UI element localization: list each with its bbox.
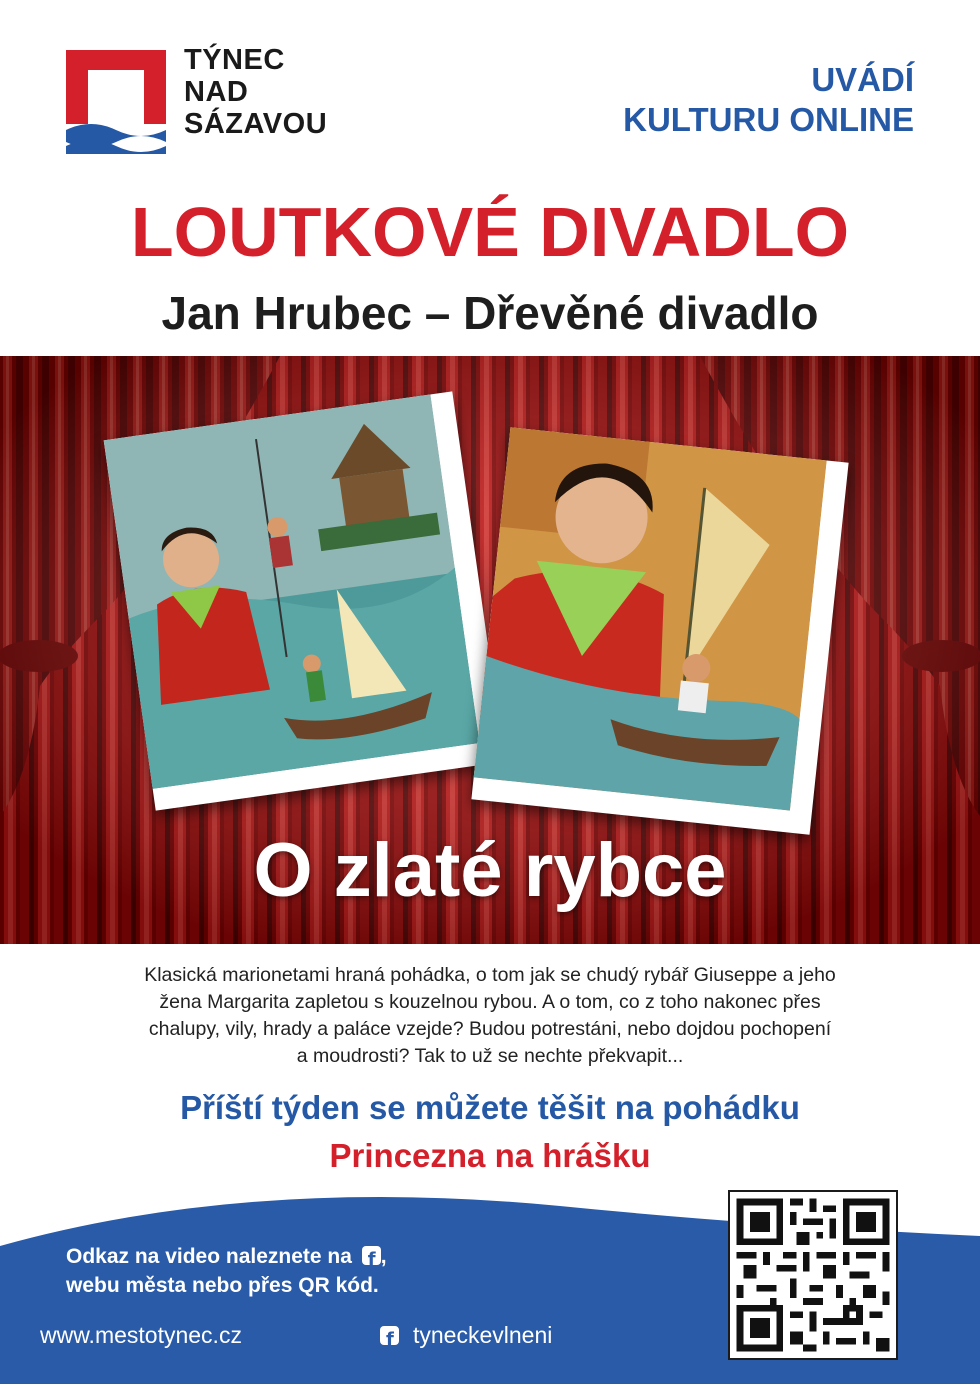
video-info-line-2: webu města nebo přes QR kód.: [66, 1274, 379, 1297]
next-week-label: Příští týden se můžete těšit na pohádku: [180, 1089, 800, 1126]
video-info-comma: ,: [380, 1245, 387, 1268]
description-line-2: žena Margarita zapletou s kouzelnou rybou. A o tom, co z toho nakonec přes: [159, 991, 821, 1013]
logo-line-3: SÁZAVOU: [184, 108, 328, 140]
qr-code[interactable]: [728, 1190, 898, 1360]
description-line-1: Klasická marionetami hraná pohádka, o tom jak se chudý rybář Giuseppe a jeho: [144, 964, 836, 986]
video-info-line-1: [66, 1242, 387, 1271]
presents-heading: [623, 60, 914, 140]
description-line-4: a moudrosti? Tak to už se nechte překvapit...: [296, 1045, 684, 1067]
logo-icon: [66, 50, 166, 154]
photo-puppeteer-right: [471, 427, 848, 834]
subtitle: Jan Hrubec – Dřevěné divadlo: [161, 287, 819, 339]
facebook-icon[interactable]: [362, 1246, 381, 1265]
photo-puppeteer-left: [104, 391, 505, 810]
social-link[interactable]: [380, 1320, 552, 1350]
show-title: O zlaté rybce: [253, 828, 727, 913]
main-title: LOUTKOVÉ DIVADLO: [130, 193, 850, 271]
video-info-text: Odkaz na video naleznete na: [66, 1245, 352, 1268]
qr-code-pattern: [730, 1192, 896, 1358]
presents-line-2: KULTURU ONLINE: [623, 101, 914, 138]
website-link[interactable]: www.mestotynec.cz: [40, 1322, 242, 1348]
video-info: [66, 1242, 387, 1300]
facebook-icon: [380, 1326, 399, 1345]
stage-banner: [0, 356, 980, 944]
logo-line-1: TÝNEC: [184, 44, 285, 76]
logo-wordmark: [184, 44, 327, 140]
social-handle: tyneckevlneni: [413, 1322, 553, 1348]
description-line-3: chalupy, vily, hrady a paláce vzejde? Budou potrestáni, nebo dojdou pochopení: [148, 1018, 832, 1040]
next-week-title: Princezna na hrášku: [329, 1137, 651, 1174]
presents-line-1: UVÁDÍ: [811, 61, 914, 98]
description: [70, 962, 910, 1070]
logo-line-2: NAD: [184, 76, 249, 108]
